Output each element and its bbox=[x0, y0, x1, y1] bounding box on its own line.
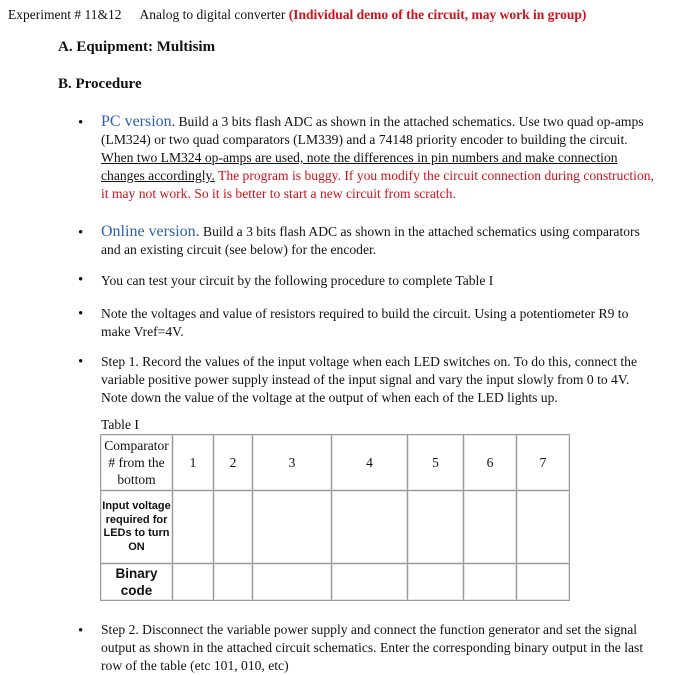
column-header-3: 3 bbox=[253, 435, 332, 491]
experiment-number: Experiment # 11&12 bbox=[8, 7, 122, 22]
table-cell[interactable] bbox=[173, 491, 214, 564]
pc-version-warning: The program is buggy. If you modify the circuit connection during construction, it may not work. So it is better to start a new circuit from scratch. bbox=[101, 168, 654, 201]
table-row-input-voltage bbox=[101, 491, 570, 564]
table-header-row bbox=[101, 435, 570, 491]
header-label-cell: Comparator # from the bottom bbox=[101, 435, 173, 491]
table-cell[interactable] bbox=[408, 564, 464, 601]
column-header-6: 6 bbox=[464, 435, 517, 491]
bullet-test-procedure: You can test your circuit by the following procedure to complete Table I bbox=[101, 273, 494, 288]
table-cell[interactable] bbox=[332, 564, 408, 601]
bullet-pc-version bbox=[101, 113, 657, 203]
section-b-heading: B. Procedure bbox=[58, 76, 142, 92]
column-header-5: 5 bbox=[408, 435, 464, 491]
column-header-7: 7 bbox=[517, 435, 570, 491]
table-row-binary-code bbox=[101, 564, 570, 601]
bullet-step-1: Step 1. Record the values of the input voltage when each LED switches on. To do this, connect the variable positive power supply instead of the input signal and vary the input slowly from 0 to 4V. Note down the value of the voltage at the output of when each of the LED lights up. bbox=[101, 354, 637, 405]
table-cell[interactable] bbox=[214, 564, 253, 601]
document-title bbox=[8, 7, 586, 23]
pc-version-text: . Build a 3 bits flash ADC as shown in the attached schematics. Use two quad op-amps (LM324) or two quad comparators (LM339) and a 74148 priority encoder to building the circuit. bbox=[101, 114, 644, 147]
column-header-1: 1 bbox=[173, 435, 214, 491]
online-version-text: Build a 3 bits flash ADC as shown in the attached schematics using comparators and an existing circuit (see below) for the encoder. bbox=[101, 224, 640, 257]
row-label-binary-code: Binary code bbox=[101, 564, 173, 601]
table-cell[interactable] bbox=[253, 564, 332, 601]
table-cell[interactable] bbox=[173, 564, 214, 601]
bullet-marker: • bbox=[78, 272, 84, 288]
table-cell[interactable] bbox=[408, 491, 464, 564]
table-cell[interactable] bbox=[214, 491, 253, 564]
bullet-online-version bbox=[101, 223, 657, 259]
bullet-step-2: Step 2. Disconnect the variable power supply and connect the function generator and set the signal output as shown in the attached circuit schematics. Enter the corresponding binary output in the last row of the table (etc 101, 010, etc) bbox=[101, 622, 644, 673]
column-header-2: 2 bbox=[214, 435, 253, 491]
bullet-marker: • bbox=[78, 623, 84, 639]
bullet-marker: • bbox=[78, 115, 84, 131]
table-cell[interactable] bbox=[464, 564, 517, 601]
table-cell[interactable] bbox=[517, 564, 570, 601]
table-cell[interactable] bbox=[253, 491, 332, 564]
table-cell[interactable] bbox=[332, 491, 408, 564]
experiment-note: (Individual demo of the circuit, may work in group) bbox=[288, 7, 587, 22]
results-table bbox=[100, 434, 570, 601]
bullet-marker: • bbox=[78, 354, 84, 370]
table-caption: Table I bbox=[101, 417, 139, 432]
row-label-input-voltage: Input voltage required for LEDs to turn ON bbox=[101, 491, 173, 564]
online-version-lead: Online version. bbox=[101, 223, 200, 240]
bullet-marker: • bbox=[78, 225, 84, 241]
section-a-heading: A. Equipment: Multisim bbox=[58, 39, 216, 55]
pc-version-underlined: When two LM324 op-amps are used, note the differences in pin numbers and make connection changes accordingly. bbox=[101, 150, 618, 183]
pc-version-lead: PC version bbox=[101, 113, 172, 130]
column-header-4: 4 bbox=[332, 435, 408, 491]
bullet-resistor-note: Note the voltages and value of resistors required to build the circuit. Using a potentiometer R9 to make Vref=4V. bbox=[101, 306, 629, 339]
table-cell[interactable] bbox=[464, 491, 517, 564]
bullet-marker: • bbox=[78, 306, 84, 322]
table-cell[interactable] bbox=[517, 491, 570, 564]
experiment-topic: Analog to digital converter bbox=[139, 7, 286, 22]
